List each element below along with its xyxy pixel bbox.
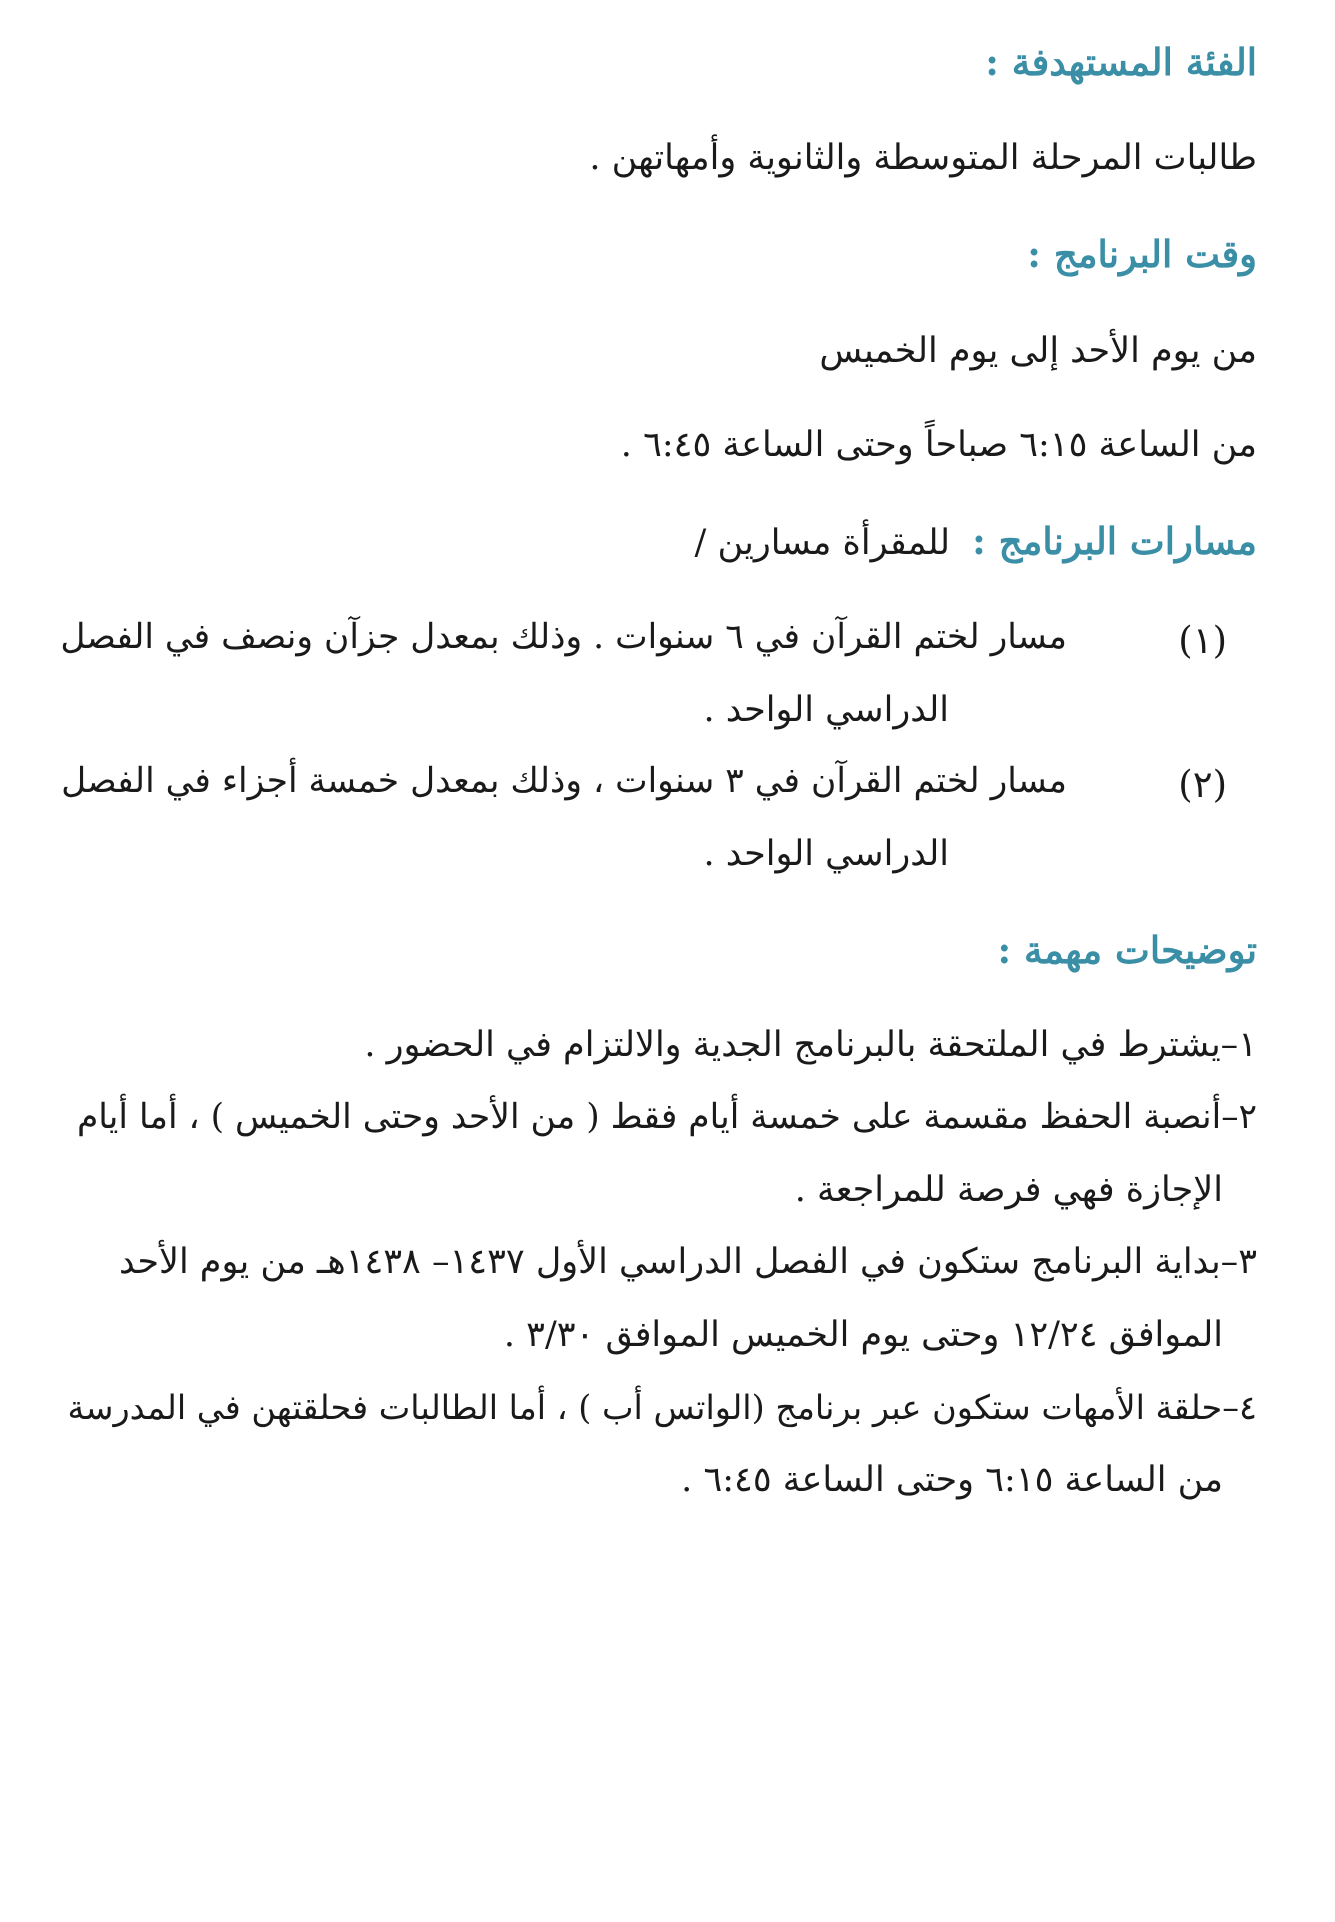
track-line-continued: الدراسي الواحد . [703, 690, 949, 730]
program-time-heading: وقت البرنامج : [1027, 232, 1257, 276]
note-item-continued: الإجازة فهي فرصة للمراجعة . [794, 1170, 1223, 1210]
important-notes-heading: توضيحات مهمة : [997, 928, 1257, 972]
track-line: مسار لختم القرآن في ٦ سنوات . وذلك بمعدل جزآن ونصف في الفصل [60, 617, 1067, 657]
track-line-continued: الدراسي الواحد . [703, 834, 949, 874]
program-tracks-heading-label: مسارات البرنامج : [972, 519, 1257, 563]
track-number: (١) [1178, 619, 1227, 662]
track-line: مسار لختم القرآن في ٣ سنوات ، وذلك بمعدل خمسة أجزاء في الفصل [61, 761, 1067, 801]
track-number: (٢) [1178, 763, 1227, 806]
note-item-continued: الموافق ١٢/٢٤ وحتى يوم الخميس الموافق ٣/٣٠ . [503, 1315, 1223, 1355]
target-group-heading: الفئة المستهدفة : [985, 40, 1257, 84]
note-item-continued: من الساعة ٦:١٥ وحتى الساعة ٦:٤٥ . [681, 1460, 1223, 1500]
target-group-text: طالبات المرحلة المتوسطة والثانوية وأمهاتهن . [589, 138, 1257, 178]
note-item: ١–يشترط في الملتحقة بالبرنامج الجدية والالتزام في الحضور . [364, 1025, 1257, 1065]
program-tracks-heading-suffix: للمقرأة مسارين / [694, 523, 951, 563]
program-time-hours: من الساعة ٦:١٥ صباحاً وحتى الساعة ٦:٤٥ . [620, 425, 1257, 465]
program-tracks-heading [694, 519, 1257, 563]
program-time-days: من يوم الأحد إلى يوم الخميس [819, 331, 1257, 371]
note-item: ٤–حلقة الأمهات ستكون عبر برنامج (الواتس أب ) ، أما الطالبات فحلقتهن في المدرسة [67, 1388, 1257, 1427]
note-item: ٣–بداية البرنامج ستكون في الفصل الدراسي الأول ١٤٣٧– ١٤٣٨هـ من يوم الأحد [118, 1242, 1257, 1282]
note-item: ٢–أنصبة الحفظ مقسمة على خمسة أيام فقط ( من الأحد وحتى الخميس ) ، أما أيام [76, 1097, 1257, 1137]
